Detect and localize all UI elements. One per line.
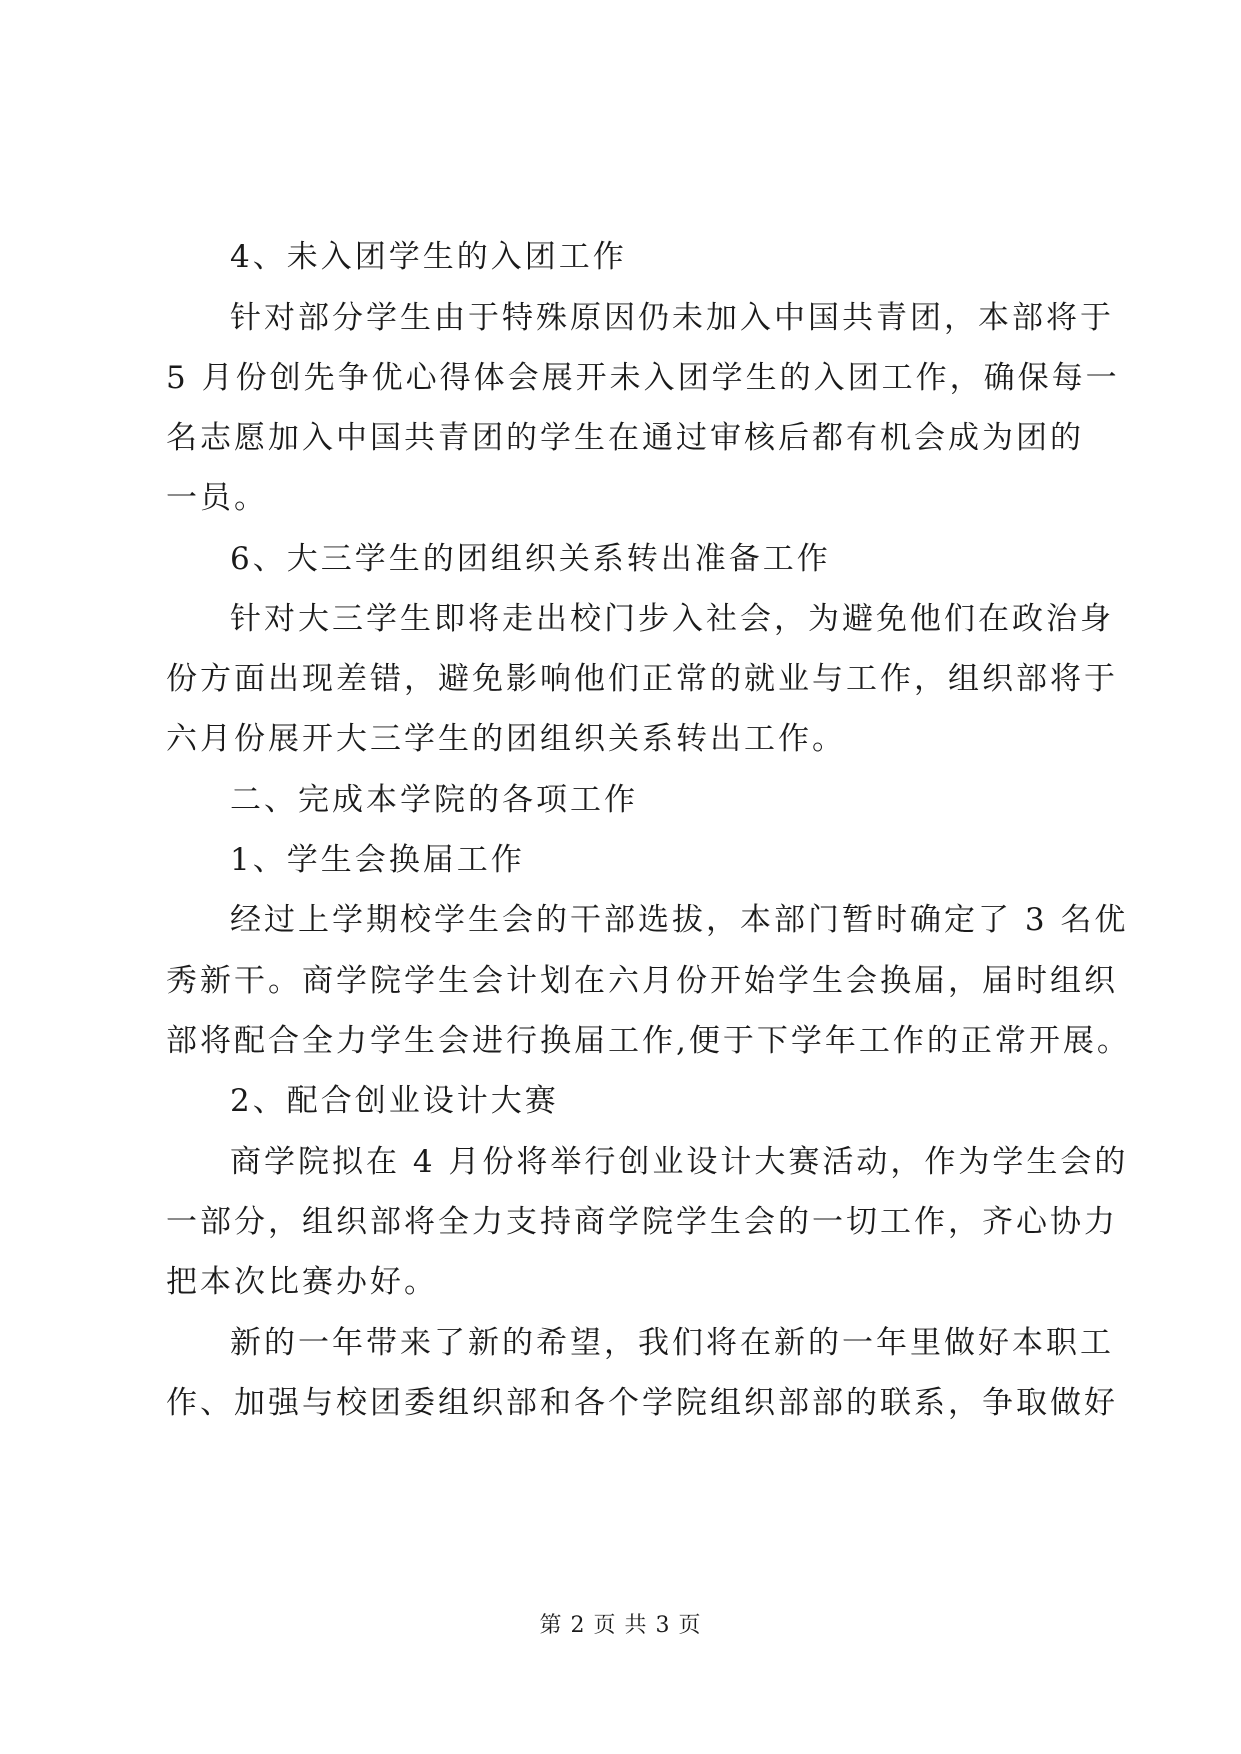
paragraph-line: 名志愿加入中国共青团的学生在通过审核后都有机会成为团的 (166, 420, 1084, 456)
paragraph-line: 新的一年带来了新的希望，我们将在新的一年里做好本职工 (230, 1325, 1114, 1361)
paragraph-line: 份方面出现差错，避免影响他们正常的就业与工作，组织部将于 (166, 661, 1118, 697)
paragraph-line: 作、加强与校团委组织部和各个学院组织部部的联系，争取做好 (166, 1385, 1118, 1421)
paragraph-line: 一员。 (166, 480, 268, 516)
paragraph-line: 针对部分学生由于特殊原因仍未加入中国共青团，本部将于 (230, 300, 1114, 336)
paragraph-line: 针对大三学生即将走出校门步入社会，为避免他们在政治身 (230, 601, 1114, 637)
heading-item-1: 1、学生会换届工作 (230, 842, 525, 878)
paragraph-line: 一部分，组织部将全力支持商学院学生会的一切工作，齐心协力 (166, 1204, 1118, 1240)
paragraph-line: 部将配合全力学生会进行换届工作,便于下学年工作的正常开展。 (166, 1023, 1131, 1059)
page-number-footer: 第 2 页 共 3 页 (539, 1613, 702, 1638)
heading-item-6: 6、大三学生的团组织关系转出准备工作 (230, 541, 831, 577)
paragraph-line: 秀新干。商学院学生会计划在六月份开始学生会换届，届时组织 (166, 963, 1118, 999)
paragraph-line: 经过上学期校学生会的干部选拔，本部门暂时确定了 3 名优 (230, 902, 1129, 938)
paragraph-line: 六月份展开大三学生的团组织关系转出工作。 (166, 721, 846, 757)
heading-item-4: 4、未入团学生的入团工作 (230, 239, 627, 275)
heading-item-2: 2、配合创业设计大赛 (230, 1083, 559, 1119)
paragraph-line: 商学院拟在 4 月份将举行创业设计大赛活动，作为学生会的 (230, 1144, 1129, 1180)
section-heading: 二、完成本学院的各项工作 (230, 782, 638, 818)
paragraph-line: 5 月份创先争优心得体会展开未入团学生的入团工作，确保每一 (166, 360, 1120, 396)
paragraph-line: 把本次比赛办好。 (166, 1264, 438, 1300)
